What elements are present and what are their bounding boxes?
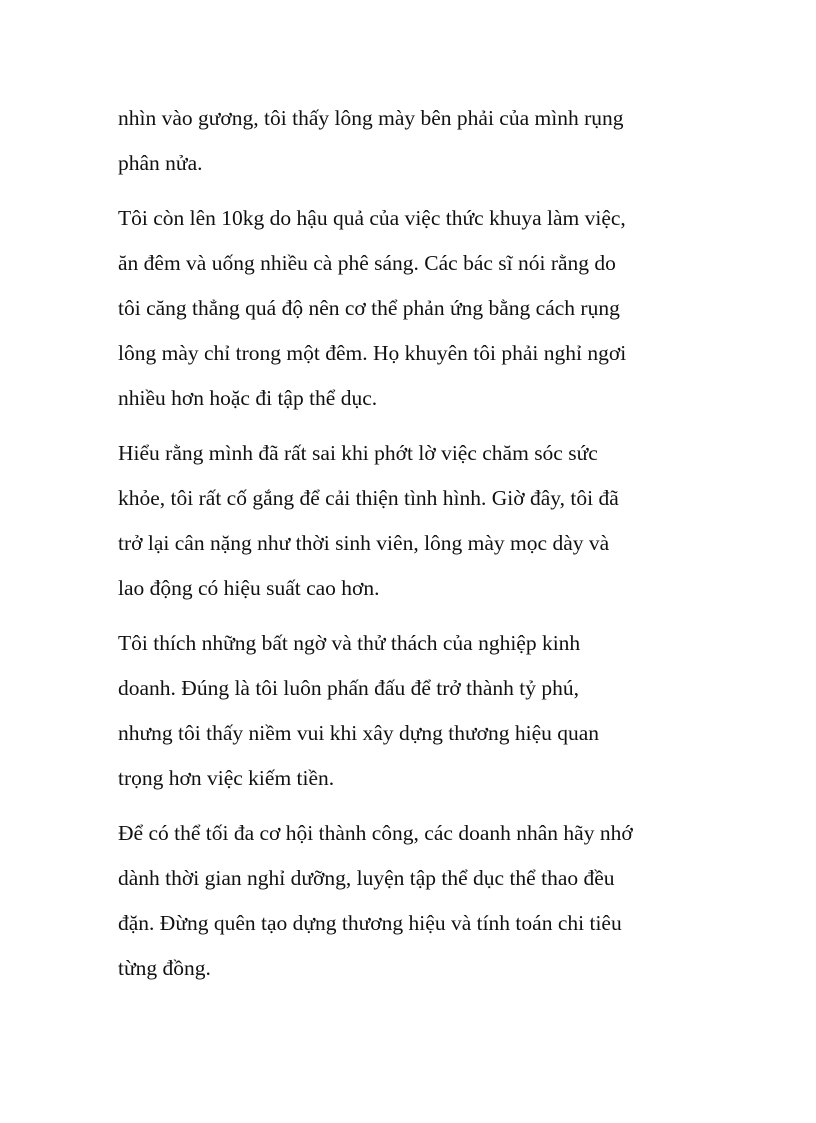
paragraph-5 — [118, 811, 718, 991]
paragraph-3 — [118, 431, 718, 611]
text-line: Tôi còn lên 10kg do hậu quả của việc thức khuya làm việc, — [118, 206, 626, 230]
text-line: doanh. Đúng là tôi luôn phấn đấu để trở thành tỷ phú, — [118, 676, 580, 700]
text-line: tôi căng thẳng quá độ nên cơ thể phản ứng bằng cách rụng — [118, 296, 620, 320]
paragraph-4 — [118, 621, 718, 801]
paragraph-1 — [118, 96, 718, 186]
text-line: khỏe, tôi rất cố gắng để cải thiện tình hình. Giờ đây, tôi đã — [118, 486, 619, 510]
text-line: nhưng tôi thấy niềm vui khi xây dựng thương hiệu quan — [118, 721, 600, 745]
text-line: Tôi thích những bất ngờ và thử thách của nghiệp kinh — [118, 631, 581, 655]
text-line: lao động có hiệu suất cao hơn. — [118, 576, 380, 600]
text-line: lông mày chỉ trong một đêm. Họ khuyên tôi phải nghỉ ngơi — [118, 341, 627, 365]
text-line: ăn đêm và uống nhiều cà phê sáng. Các bác sĩ nói rằng do — [118, 251, 616, 275]
text-line: Hiểu rằng mình đã rất sai khi phớt lờ việc chăm sóc sức — [118, 441, 598, 465]
text-line: trọng hơn việc kiếm tiền. — [118, 766, 335, 790]
paragraph-2 — [118, 196, 718, 421]
text-line: dành thời gian nghỉ dưỡng, luyện tập thể dục thể thao đều — [118, 866, 615, 890]
text-line: từng đồng. — [118, 956, 211, 980]
text-line: nhìn vào gương, tôi thấy lông mày bên phải của mình rụng — [118, 106, 624, 130]
text-line: phân nửa. — [118, 151, 203, 175]
document-body — [118, 96, 718, 1001]
text-line: nhiều hơn hoặc đi tập thể dục. — [118, 386, 378, 410]
text-line: Để có thể tối đa cơ hội thành công, các doanh nhân hãy nhớ — [118, 821, 633, 845]
text-line: trở lại cân nặng như thời sinh viên, lông mày mọc dày và — [118, 531, 610, 555]
text-line: đặn. Đừng quên tạo dựng thương hiệu và tính toán chi tiêu — [118, 911, 622, 935]
